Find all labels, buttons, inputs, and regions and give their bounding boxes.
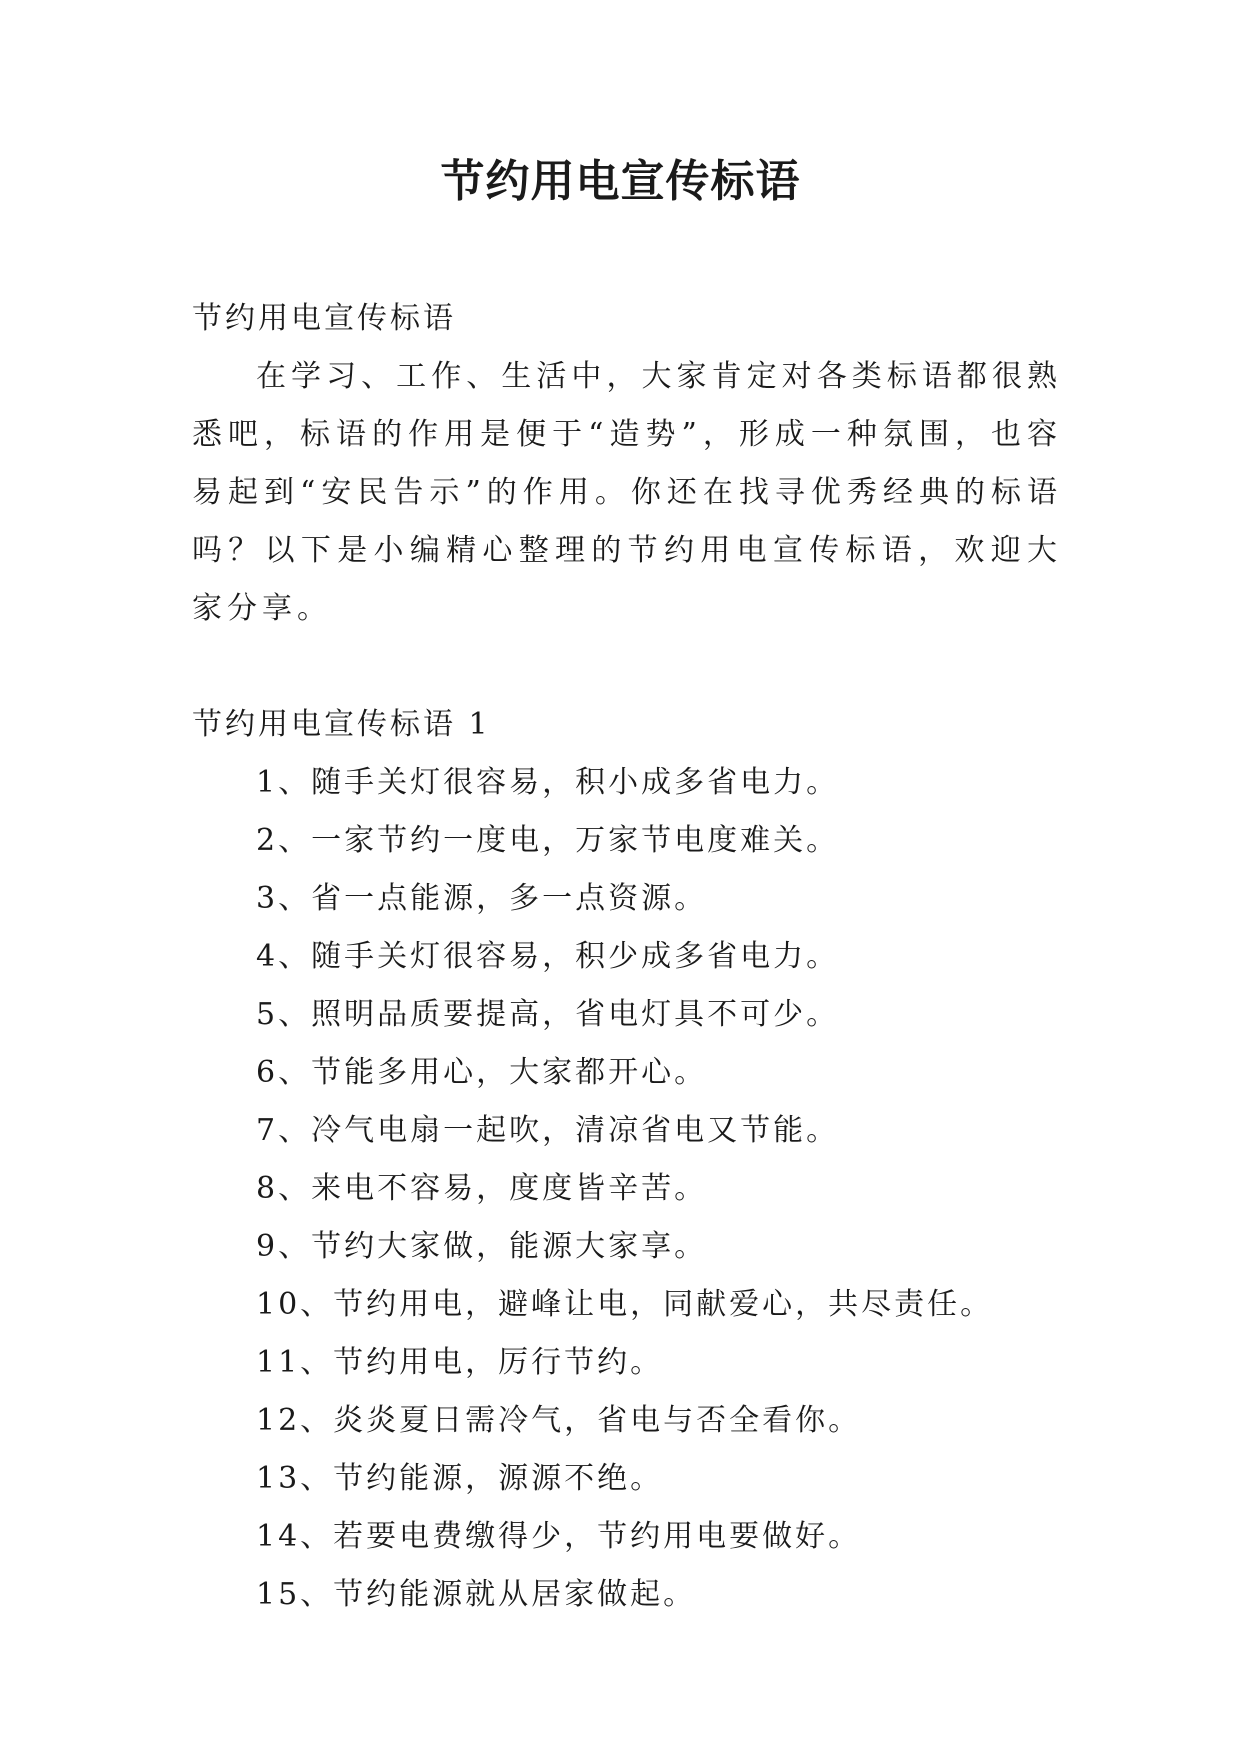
slogan-item: 3、省一点能源，多一点资源。 — [256, 881, 708, 916]
slogan-item: 1、随手关灯很容易，积小成多省电力。 — [256, 765, 840, 800]
document-title: 节约用电宣传标语 — [440, 156, 801, 207]
slogan-item: 13、节约能源，源源不绝。 — [256, 1461, 664, 1496]
slogan-item: 2、一家节约一度电，万家节电度难关。 — [256, 823, 840, 858]
document-subtitle: 节约用电宣传标语 — [192, 301, 456, 336]
slogan-item: 15、节约能源就从居家做起。 — [256, 1577, 697, 1612]
document-body — [192, 290, 1062, 1624]
slogan-item: 5、照明品质要提高，省电灯具不可少。 — [256, 997, 840, 1032]
intro-paragraph: 在学习、工作、生活中，大家肯定对各类标语都很熟悉吧，标语的作用是便于“造势”，形成一种氛围，也容易起到“安民告示”的作用。你还在找寻优秀经典的标语吗？以下是小编精心整理的节约用电宣传标语，欢迎大家分享。 — [192, 359, 1062, 626]
slogan-item: 14、若要电费缴得少，节约用电要做好。 — [256, 1519, 862, 1554]
slogan-list — [192, 754, 1062, 1624]
slogan-item: 11、节约用电，厉行节约。 — [256, 1345, 664, 1380]
slogan-item: 7、冷气电扇一起吹，清凉省电又节能。 — [256, 1113, 840, 1148]
slogan-item: 10、节约用电，避峰让电，同献爱心，共尽责任。 — [256, 1287, 994, 1322]
slogan-item: 12、炎炎夏日需冷气，省电与否全看你。 — [256, 1403, 862, 1438]
slogan-item: 9、节约大家做，能源大家享。 — [256, 1229, 708, 1264]
slogan-item: 8、来电不容易，度度皆辛苦。 — [256, 1171, 708, 1206]
slogan-item: 6、节能多用心，大家都开心。 — [256, 1055, 708, 1090]
section-heading: 节约用电宣传标语 1 — [192, 707, 491, 742]
slogan-item: 4、随手关灯很容易，积少成多省电力。 — [256, 939, 840, 974]
